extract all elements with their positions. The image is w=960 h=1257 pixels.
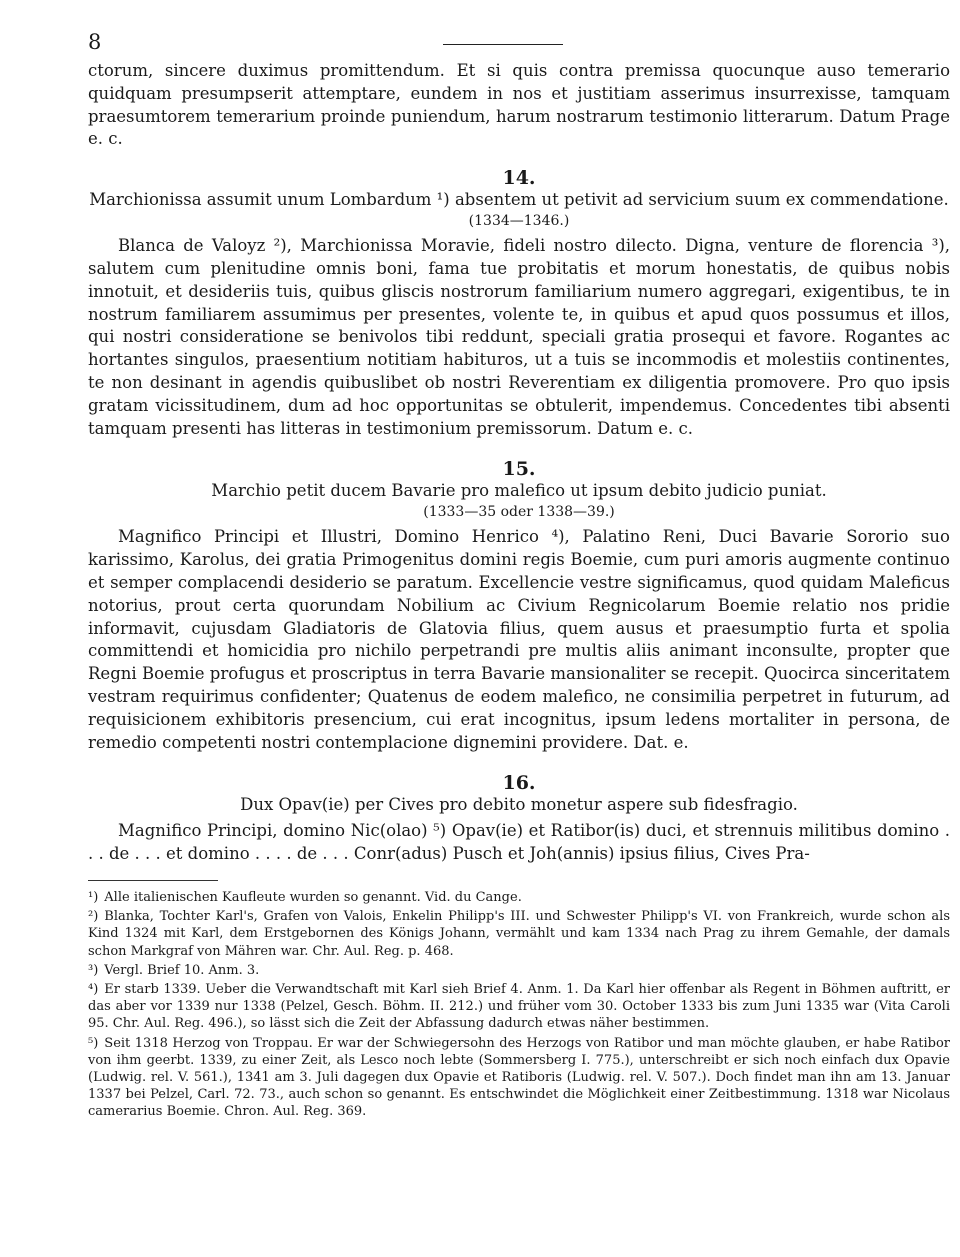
- letter-body: Magnifico Principi, domino Nic(olao) ⁵) Opav(ie) et Ratibor(is) duci, et strennuis militibus domino . . . de . . . et domino . . . . de . . . Conr(adus) Pusch et Joh(annis) ipsius filius, Cives Pra-: [88, 821, 950, 864]
- footnote-mark: ²): [88, 909, 99, 925]
- header-rule: [443, 44, 563, 45]
- letter-rubric: Marchionissa assumit unum Lombardum ¹) absentem ut petivit ad servicium suum ex commendatione.: [89, 190, 949, 210]
- footnote-text: Seit 1318 Herzog von Troppau. Er war der Schwiegersohn des Herzogs von Ratibor und man möchte glauben, er habe Ratibor von ihm geerbt. 1339, zu einer Zeit, als Lesco noch lebte (Sommersberg I. 775.), unterschreibt er sich noch einfach dux Opavie (Ludwig. rel. V. 561.), 1341 am 3. Juli dagegen dux Opavie et Ratiboris (Ludwig. rel. V. 507.). Doch findet man ihn am 13. Januar 1337 bei Pelzel, Carl. 72. 73., auch schon so genannt. Es entschwindet die Möglichkeit einer Zeitbestimmung. 1318 war Nicolaus camerarius Boemie. Chron. Aul. Reg. 369.: [88, 1035, 950, 1120]
- letter-number: 15.: [502, 458, 536, 481]
- letter-14: [88, 167, 950, 440]
- letter-body: Magnifico Principi et Illustri, Domino Henrico ⁴), Palatino Reni, Duci Bavarie Sororio suo karissimo, Karolus, dei gratia Primogenitus domini regis Boemie, cum puri amoris augmente continuo et semper complacendi desiderio se paratum. Excellencie vestre significamus, quod quidam Maleficus notorius, prout certa quorundam Nobilium ac Civium Regnicolarum Boemie relatio nos pridie informavit, cujusdam Gladiatoris de Glatovia filius, quem ausus et praesumptio furta et spolia committendi et homicidia pro nichilo perpetrandi pre multis aliis animant inconsulte, propter que Regni Boemie profugus et proscriptus in terra Bavarie mansionaliter se recepit. Quocirca sinceritatem vestram requirimus confidenter; Quatenus de eodem malefico, ne consimilia perpetret in futurum, ad requisicionem exhibitoris presencium, cui erat incognitus, ipsum ledens mortaliter in persona, de remedio competenti nostri contemplacione dignemini providere. Dat. e.: [88, 527, 950, 752]
- footnotes: [88, 889, 950, 1121]
- footnote-text: Er starb 1339. Ueber die Verwandtschaft mit Karl sieh Brief 4. Anm. 1. Da Karl hier offenbar als Regent in Böhmen auftritt, er das aber vor 1339 nur 1338 (Pelzel, Gesch. Böhm. II. 212.) und früher vom 30. October 1333 bis zum Juni 1335 war (Vita Caroli 95. Chr. Aul. Reg. 496.), so lässt sich die Zeit der Abfassung dadurch etwas näher bestimmen.: [88, 981, 950, 1032]
- footnote-mark: ¹): [88, 889, 99, 905]
- page-header: [88, 30, 950, 60]
- letter-date: (1334—1346.): [468, 213, 570, 230]
- letter-date: (1333—35 oder 1338—39.): [423, 504, 615, 521]
- footnote-mark: ³): [88, 962, 99, 978]
- footnote-text: Vergl. Brief 10. Anm. 3.: [104, 962, 260, 978]
- footnote-mark: ⁴): [88, 981, 99, 997]
- letter-rubric: Dux Opav(ie) per Cives pro debito monetur aspere sub fidesfragio.: [240, 795, 798, 815]
- letter-15: [88, 458, 950, 754]
- footnote: [88, 1035, 950, 1121]
- letter-number: 16.: [502, 772, 536, 795]
- footnote: [88, 908, 950, 960]
- footnote-text: Blanka, Tochter Karl's, Grafen von Valois, Enkelin Philipp's III. und Schwester Philipp's VI. von Frankreich, wurde schon als Kind 1324 mit Karl, dem Erstgebornen des Königs Johann, vermählt und kam 1334 nach Prag zu ihrem Gemahle, der damals schon Markgraf von Mähren war. Chr. Aul. Reg. p. 468.: [88, 909, 950, 959]
- footnote: [88, 962, 950, 979]
- document-page: [88, 30, 950, 1123]
- letter-body: Blanca de Valoyz ²), Marchionissa Moravie, fideli nostro dilecto. Digna, venture de florencia ³), salutem cum plenitudine omnis boni, fama tue probitatis et morum honestatis, de quibus nobis innotuit, et desideriis tuis, quibus gliscis nostrorum familiarium numero aggregari, exigentibus, te in nostrum familiarem assumimus per presentes, volente te, in quibus et apud quos possumus et illos, qui nostri consideratione se benivolos tibi reddunt, speciali gratia prosequi et favore. Rogantes ac hortantes singulos, praesentium notitiam habituros, ut a tuis se incommodis et molestiis continentes, te non desinant in agendis quibuslibet ob nostri Reverentiam ex diligentia promovere. Pro quo ipsis gratam vicissitudinem, dum ad hoc opportunitas se obtulerit, impendemus. Concedentes tibi absenti tamquam presenti has litteras in testimonium premissorum. Datum e. c.: [88, 236, 950, 438]
- footnote: [88, 889, 950, 906]
- opening-paragraph: ctorum, sincere duximus promittendum. Et si quis contra premissa quocunque auso temerario quidquam presumpserit attemptare, eundem in nos et justitiam asserimus insurrexisse, tamquam praesumtorem temerarium proinde puniendum, harum nostrarum testimonio litterarum. Datum Prage e. c.: [88, 61, 950, 149]
- footnote-text: Alle italienischen Kaufleute wurden so genannt. Vid. du Cange.: [104, 889, 522, 905]
- footnote-mark: ⁵): [88, 1035, 99, 1051]
- letter-number: 14.: [502, 167, 536, 190]
- footnote: [88, 981, 950, 1033]
- footnote-rule: [88, 880, 218, 881]
- letter-16: [88, 772, 950, 866]
- letter-rubric: Marchio petit ducem Bavarie pro malefico ut ipsum debito judicio puniat.: [211, 481, 827, 501]
- page-number: 8: [88, 30, 102, 54]
